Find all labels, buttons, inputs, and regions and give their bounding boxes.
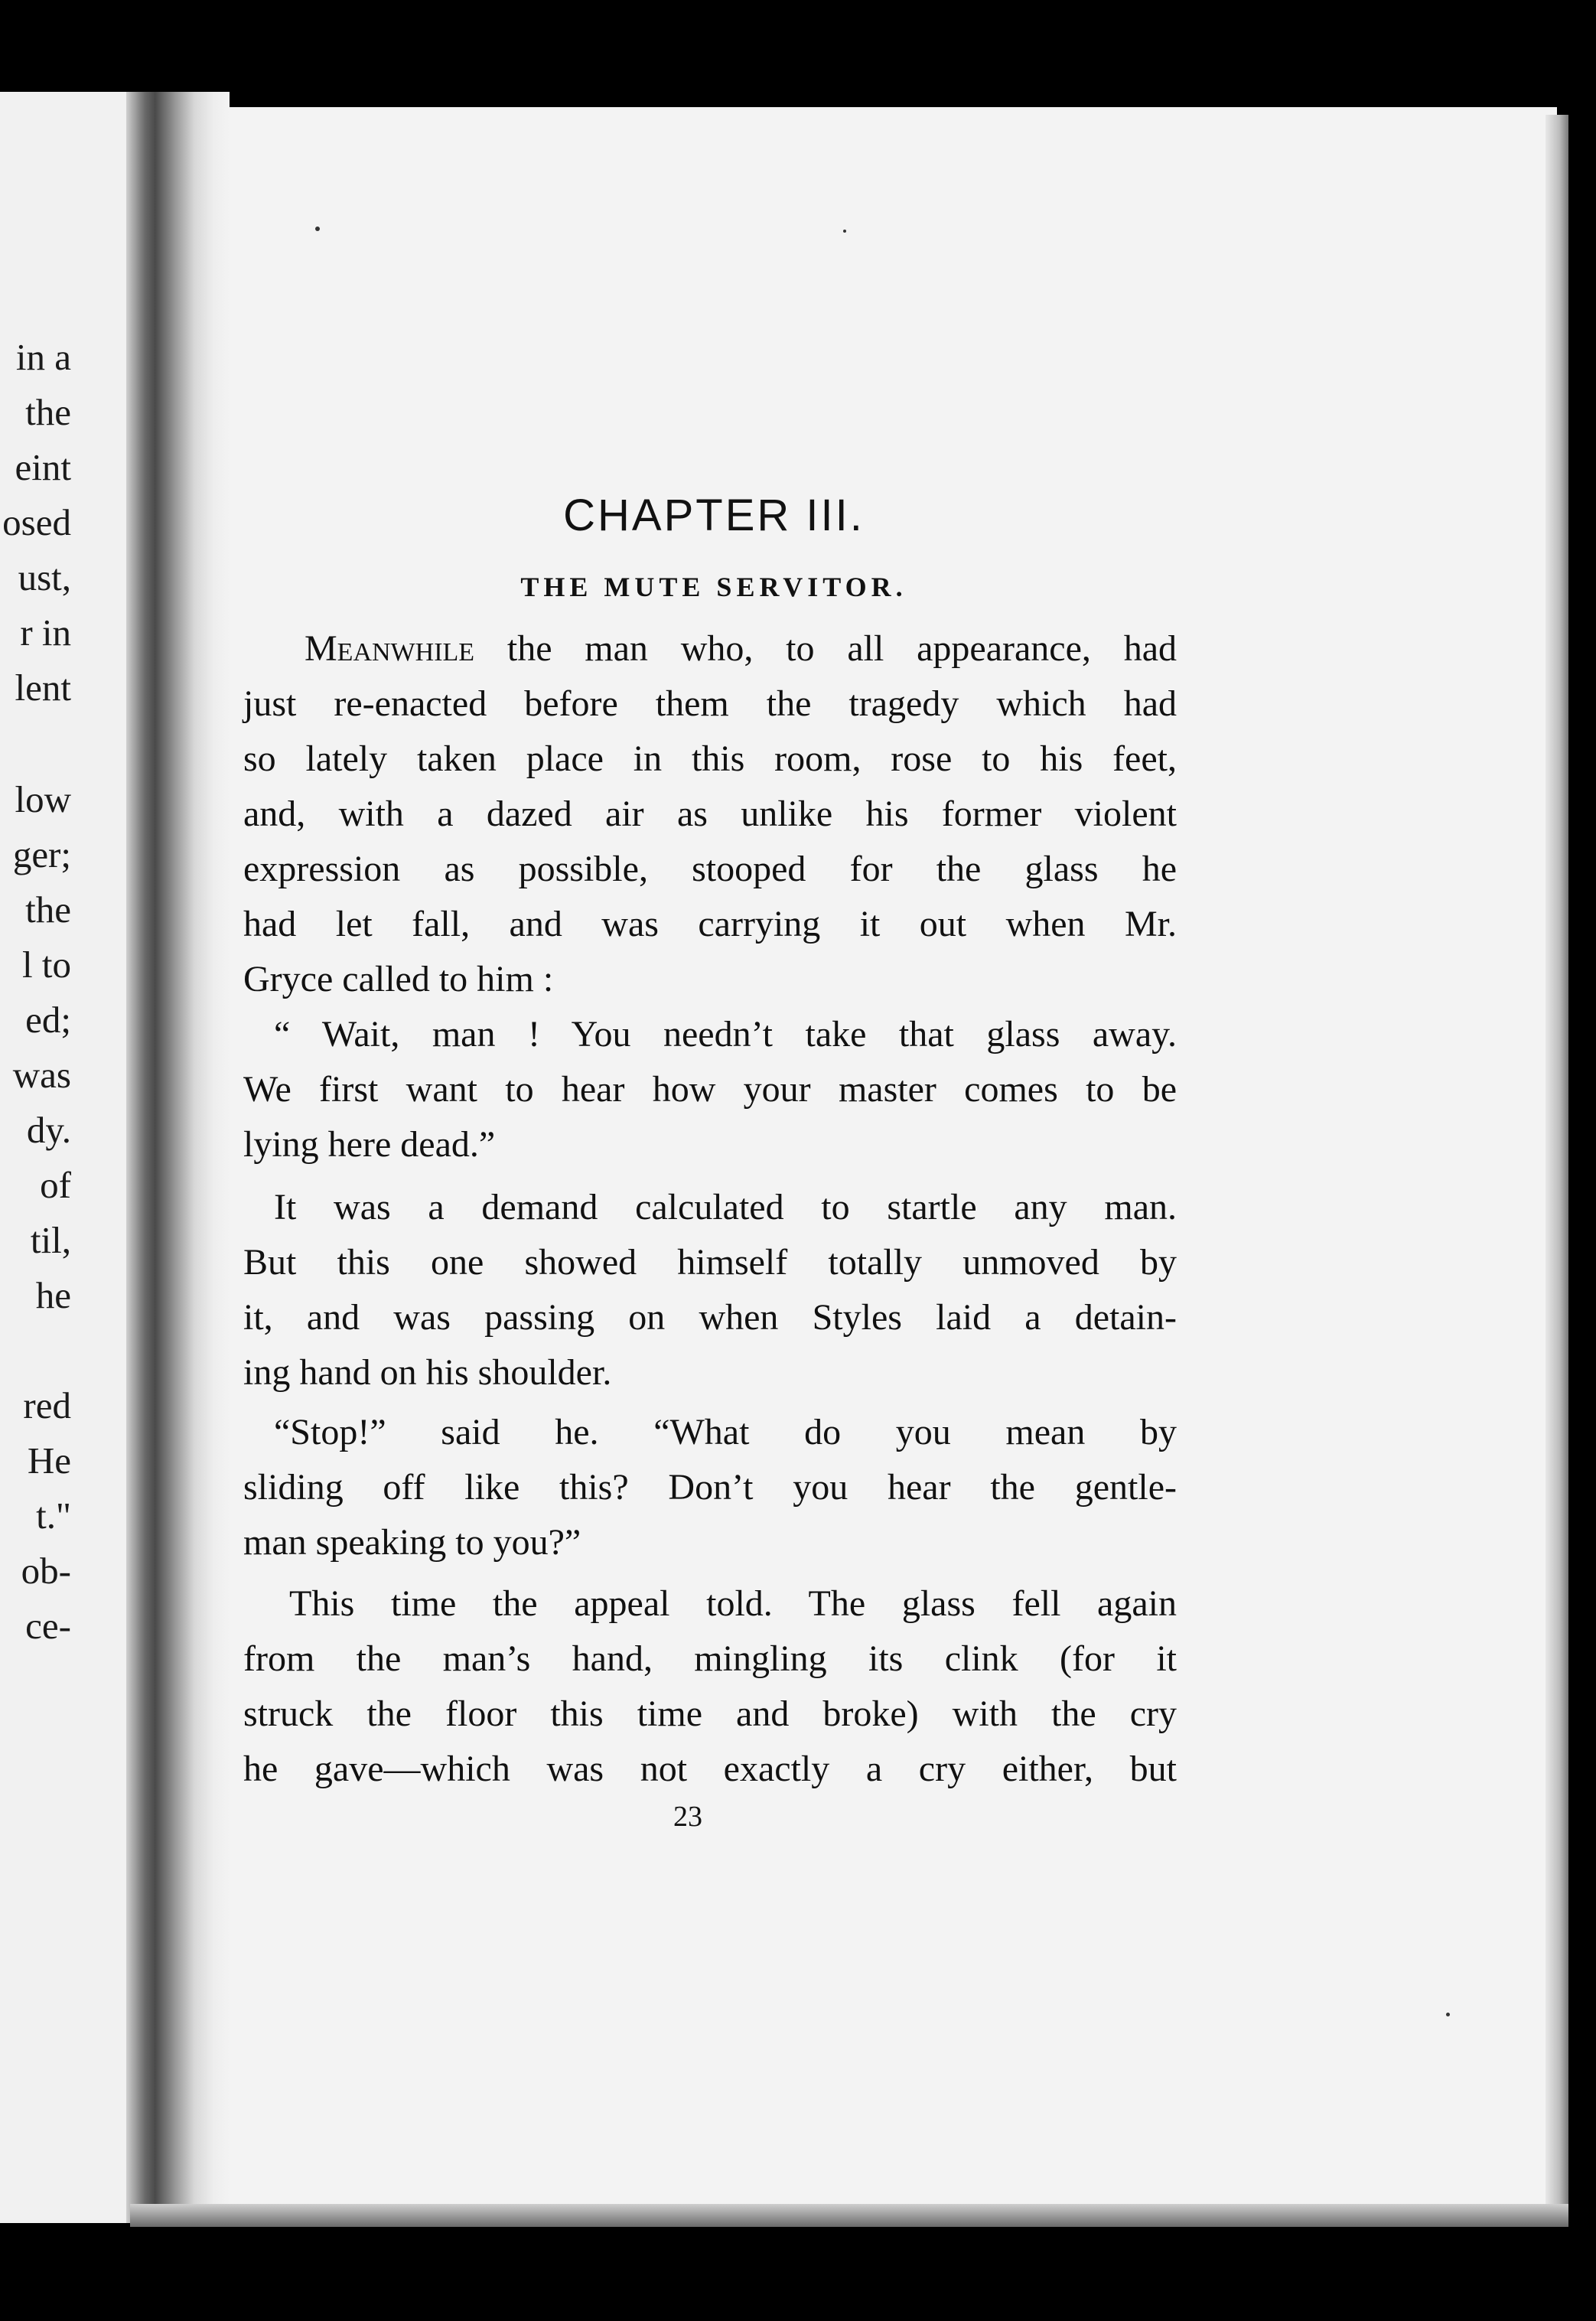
paragraph-line: “Stop!” said he. “What do you mean by xyxy=(274,1412,1177,1452)
page-bottom-edge xyxy=(130,2204,1568,2227)
current-page xyxy=(214,107,1557,2227)
scan-speck xyxy=(843,230,846,233)
chapter-subtitle: THE MUTE SERVITOR. xyxy=(520,572,907,602)
scan-speck xyxy=(315,227,320,231)
previous-page-line: l to xyxy=(22,944,71,986)
previous-page-line: ed; xyxy=(25,999,71,1041)
previous-page-line: the xyxy=(25,888,71,931)
previous-page-line: low xyxy=(15,778,71,820)
paragraph-line: This time the appeal told. The glass fell again xyxy=(289,1583,1177,1624)
previous-page-line: r in xyxy=(20,611,71,654)
previous-page-line: osed xyxy=(2,501,71,543)
paragraph-line: sliding off like this? Don’t you hear the gentle- xyxy=(243,1467,1177,1508)
paragraph-line: it, and was passing on when Styles laid a detain- xyxy=(243,1297,1177,1338)
paragraph-line: from the man’s hand, mingling its clink (for it xyxy=(243,1638,1177,1679)
previous-page-line: he xyxy=(35,1274,71,1316)
paragraph-line: and, with a dazed air as unlike his former violent xyxy=(243,794,1177,834)
paragraph-line: It was a demand calculated to startle any man. xyxy=(274,1187,1177,1227)
paragraph-line: he gave—which was not exactly a cry either, but xyxy=(243,1749,1177,1789)
scan-speck xyxy=(1446,2013,1450,2016)
paragraph-line: man speaking to you?” xyxy=(243,1522,581,1563)
paragraph-line: so lately taken place in this room, rose to his feet, xyxy=(243,738,1177,779)
paragraph-line: “ Wait, man ! You needn’t take that glass away. xyxy=(274,1014,1177,1055)
previous-page-line: eint xyxy=(15,446,71,488)
paragraph-line: But this one showed himself totally unmoved by xyxy=(243,1242,1177,1283)
previous-page-line: the xyxy=(25,391,71,433)
previous-page-line: of xyxy=(40,1164,71,1206)
previous-page-line: He xyxy=(27,1439,71,1482)
previous-page-line: t." xyxy=(36,1495,71,1537)
previous-page-line: in a xyxy=(15,336,71,378)
paragraph-line xyxy=(305,628,1177,670)
previous-page-line: ce- xyxy=(25,1605,71,1647)
paragraph-line: lying here dead.” xyxy=(243,1124,496,1165)
paragraph-line: ing hand on his shoulder. xyxy=(243,1352,612,1393)
book-gutter-shadow xyxy=(126,92,230,2223)
previous-page-line: ger; xyxy=(12,833,71,875)
paragraph-line: We first want to hear how your master comes to be xyxy=(243,1069,1177,1110)
paragraph-line: just re-enacted before them the tragedy which had xyxy=(243,683,1177,724)
page-edge xyxy=(1546,115,1568,2212)
drop-word: Meanwhile xyxy=(305,628,475,669)
paragraph-line: had let fall, and was carrying it out when Mr. xyxy=(243,904,1177,944)
chapter-title: CHAPTER III. xyxy=(563,491,865,540)
previous-page-line: red xyxy=(23,1384,71,1426)
paragraph-line: Gryce called to him : xyxy=(243,959,554,999)
page-number: 23 xyxy=(673,1801,702,1833)
paragraph-line: struck the floor this time and broke) with the cry xyxy=(243,1693,1177,1734)
previous-page-line: ob- xyxy=(21,1550,71,1592)
paragraph-line: expression as possible, stooped for the glass he xyxy=(243,849,1177,889)
line-text: the man who, to all appearance, had xyxy=(474,628,1177,669)
previous-page-line: lent xyxy=(15,667,71,709)
previous-page-line: dy. xyxy=(26,1109,71,1151)
previous-page-line: was xyxy=(12,1054,71,1096)
previous-page-line: til, xyxy=(30,1219,71,1261)
previous-page-line: ust, xyxy=(18,556,71,598)
